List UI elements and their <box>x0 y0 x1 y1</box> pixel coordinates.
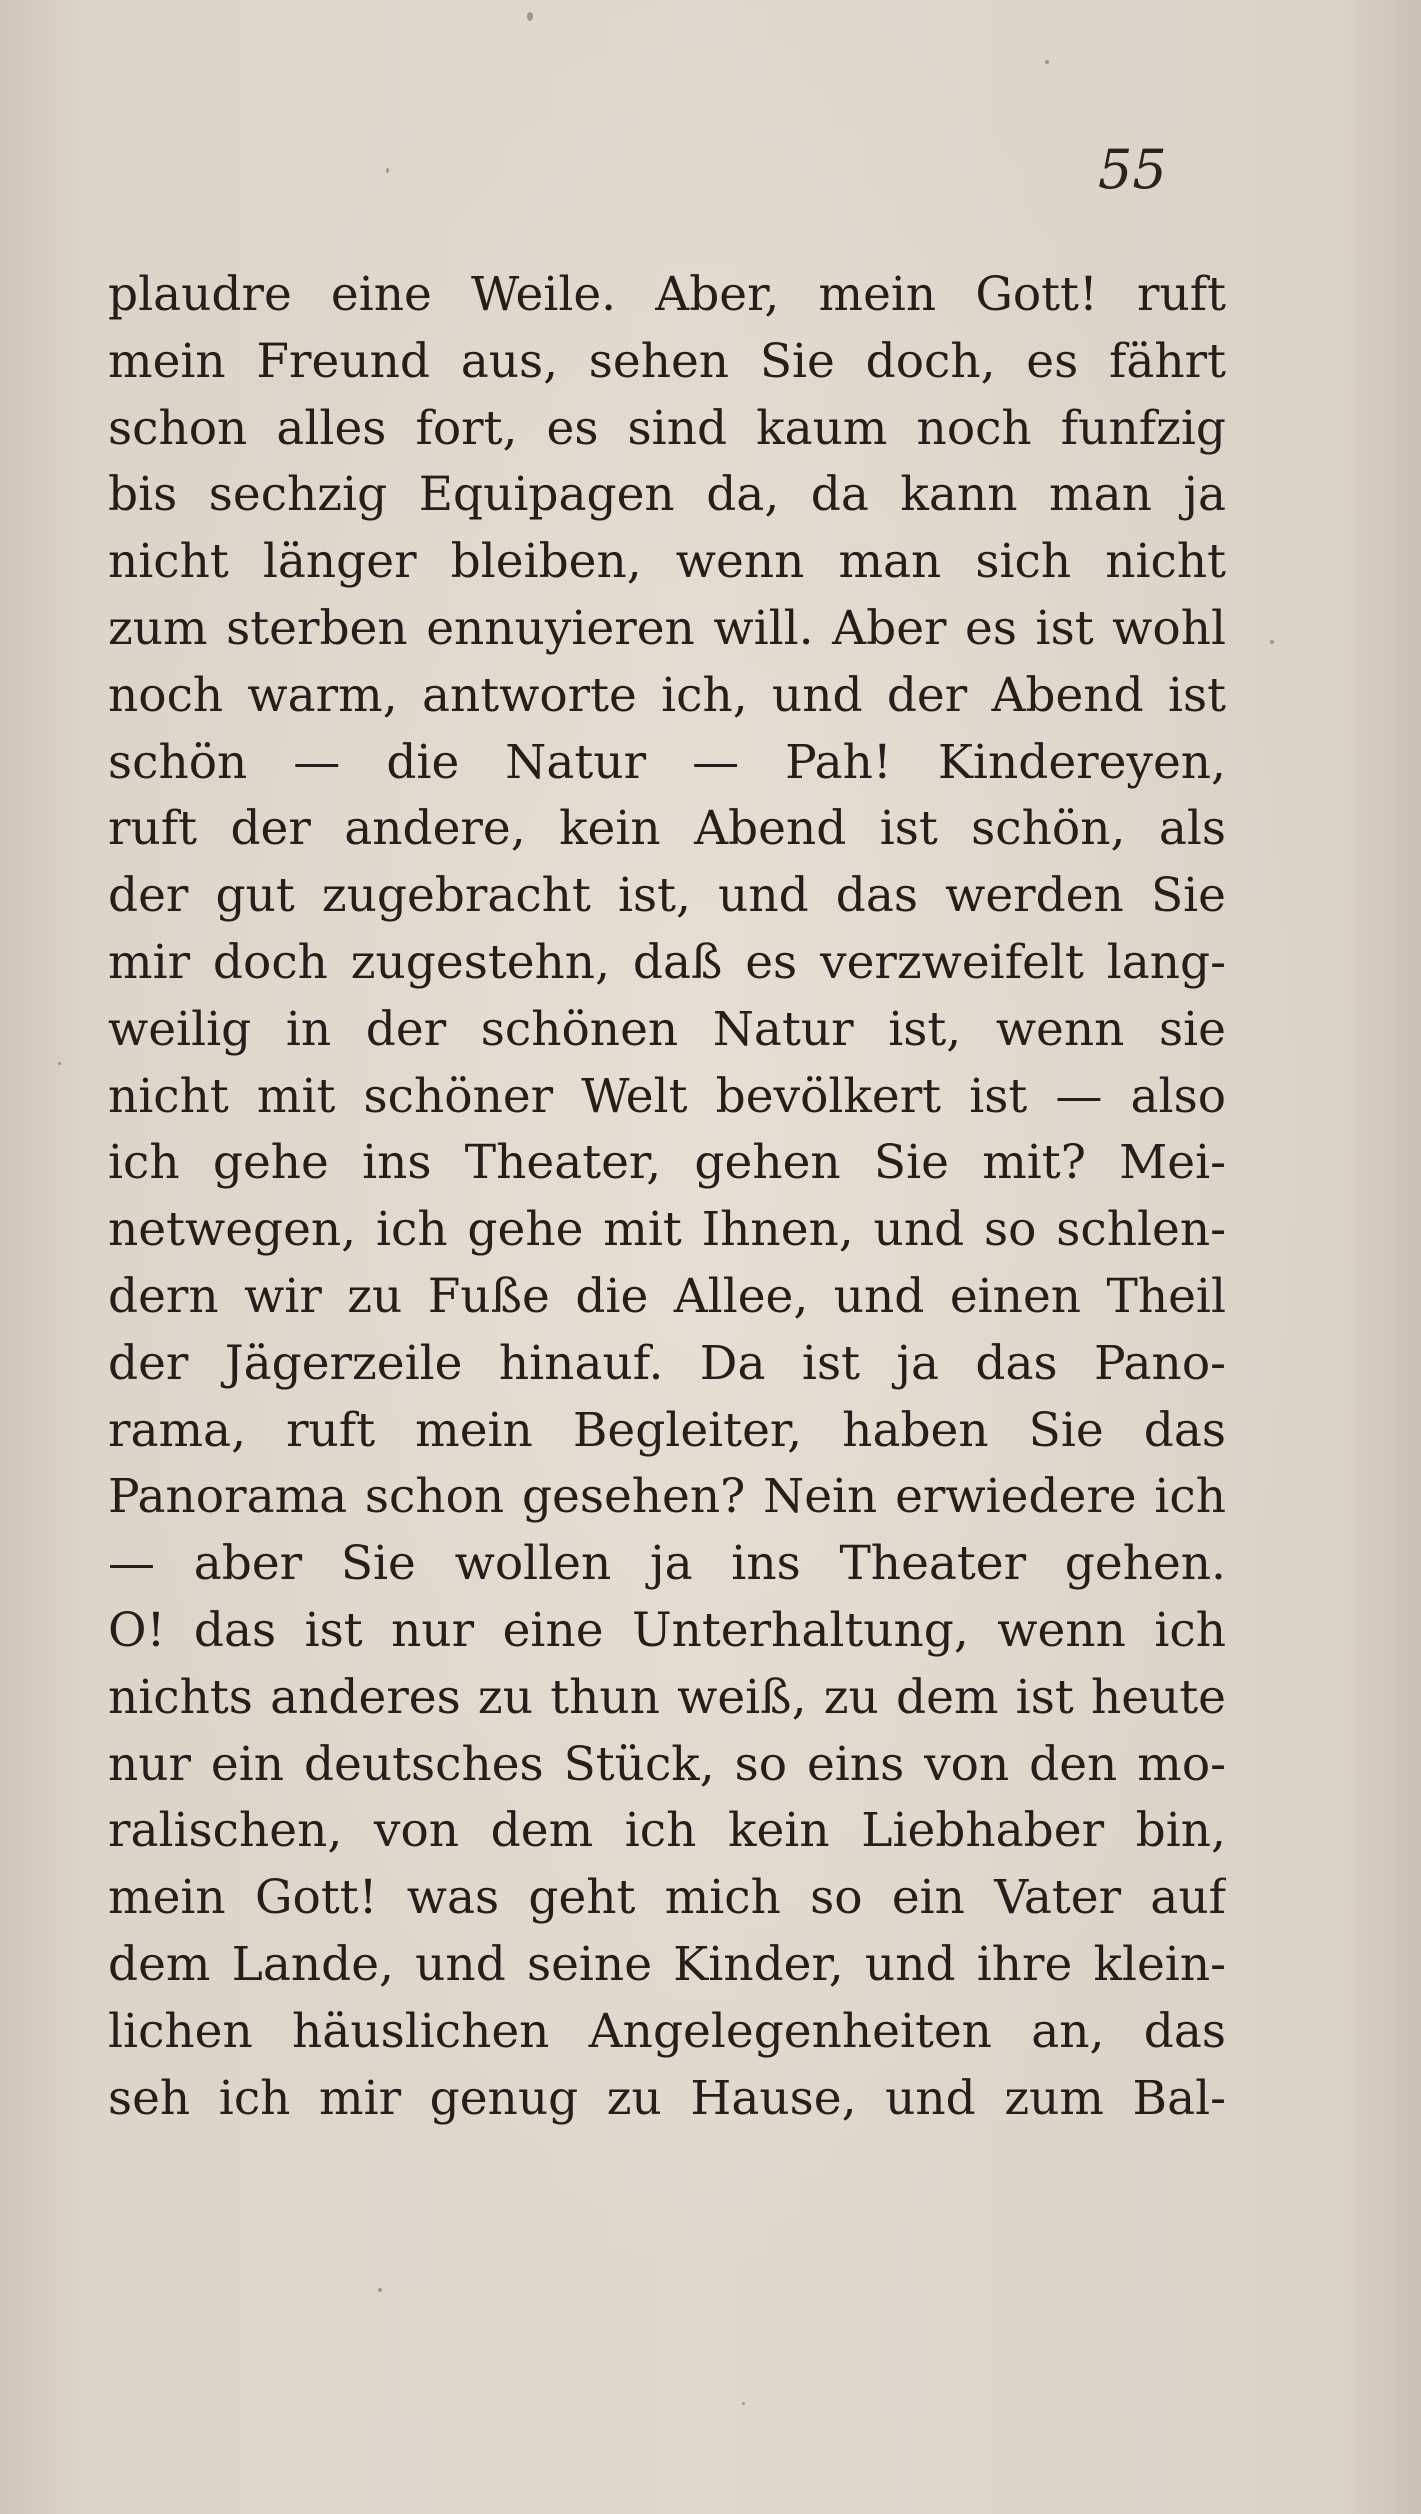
text-line: weilig in der schönen Natur ist, wenn sie <box>108 1001 1226 1057</box>
text-line: ich gehe ins Theater, gehen Sie mit? Mei- <box>108 1135 1226 1191</box>
paper-speck <box>58 1062 61 1065</box>
text-line: nichts anderes zu thun weiß, zu dem ist heute <box>108 1669 1226 1725</box>
page-number: 55 <box>1098 138 1167 201</box>
text-line: plaudre eine Weile. Aber, mein Gott! ruft <box>108 267 1226 322</box>
text-line: dern wir zu Fuße die Allee, und einen Theil <box>108 1268 1226 1324</box>
paper-speck <box>386 168 389 173</box>
text-line: — aber Sie wollen ja ins Theater gehen. <box>108 1536 1226 1592</box>
text-line: dem Lande, und seine Kinder, und ihre klein- <box>108 1936 1226 1992</box>
paper-speck <box>527 12 533 21</box>
text-line: O! das ist nur eine Unterhaltung, wenn ich <box>108 1602 1226 1658</box>
text-line: schön — die Natur — Pah! Kindereyen, <box>108 734 1226 790</box>
body-text <box>108 262 1226 2132</box>
text-line: rama, ruft mein Begleiter, haben Sie das <box>108 1402 1226 1458</box>
text-line: mir doch zugestehn, daß es verzweifelt lang- <box>108 934 1226 990</box>
text-line: seh ich mir genug zu Hause, und zum Bal- <box>108 2070 1226 2126</box>
paper-speck <box>742 2402 745 2405</box>
text-line: mein Freund aus, sehen Sie doch, es fährt <box>108 333 1226 389</box>
text-line: Panorama schon gesehen? Nein erwiedere ich <box>108 1469 1226 1525</box>
text-line: bis sechzig Equipagen da, da kann man ja <box>108 467 1226 523</box>
text-line: zum sterben ennuyieren will. Aber es ist wohl <box>108 600 1226 656</box>
text-line: netwegen, ich gehe mit Ihnen, und so schlen- <box>108 1202 1226 1258</box>
text-line: lichen häuslichen Angelegenheiten an, das <box>108 2003 1226 2059</box>
text-line: noch warm, antworte ich, und der Abend ist <box>108 667 1226 723</box>
paper-speck <box>1270 640 1274 644</box>
text-line: nicht mit schöner Welt bevölkert ist — also <box>108 1068 1226 1124</box>
paper-speck <box>378 2288 382 2292</box>
text-line: nur ein deutsches Stück, so eins von den mo- <box>108 1736 1226 1792</box>
text-line: schon alles fort, es sind kaum noch funfzig <box>108 400 1226 456</box>
text-line: nicht länger bleiben, wenn man sich nicht <box>108 534 1226 590</box>
text-line: der Jägerzeile hinauf. Da ist ja das Pano- <box>108 1335 1226 1391</box>
paper-speck <box>1045 60 1049 64</box>
text-line: mein Gott! was geht mich so ein Vater auf <box>108 1870 1226 1926</box>
text-line: ralischen, von dem ich kein Liebhaber bin, <box>108 1803 1226 1859</box>
text-line: ruft der andere, kein Abend ist schön, als <box>108 801 1226 857</box>
text-line: der gut zugebracht ist, und das werden Sie <box>108 868 1226 924</box>
